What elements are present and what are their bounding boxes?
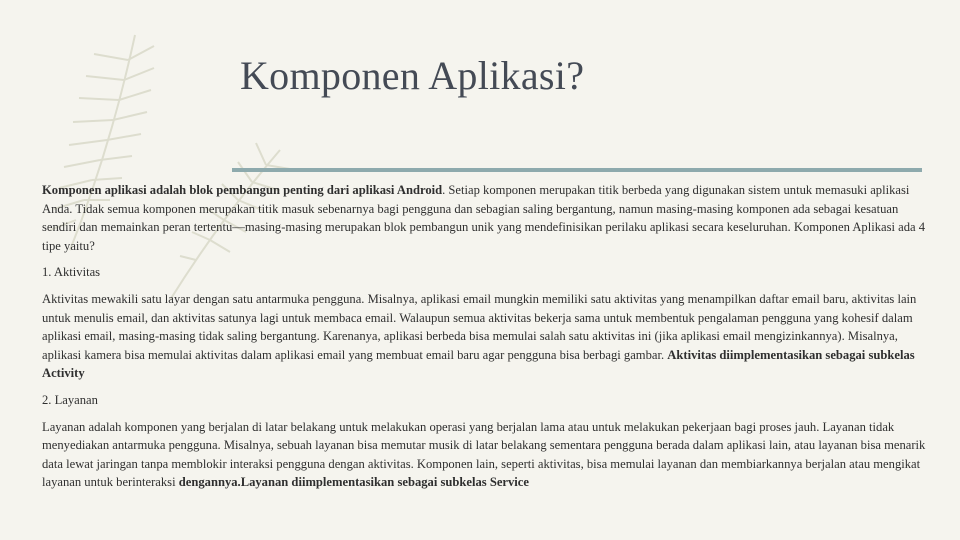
section-text-aktivitas <box>42 290 934 383</box>
aktivitas-text: Aktivitas mewakili satu layar dengan satu antarmuka pengguna. Misalnya, aplikasi email mungkin memiliki satu aktivitas yang menampilkan daftar email baru, aktivitas lain untuk menulis email, dan aktivitas satunya lagi untuk membaca email. Walaupun semua aktivitas bekerja sama untuk membentuk pengalaman pengguna yang kohesif dalam aplikasi email, masing-masing tidak saling bergantung. Karenanya, aplikasi berbeda bisa memulai salah satu aktivitas ini (jika aplikasi email mengizinkannya). Misalnya, aplikasi kamera bisa memulai aktivitas dalam aplikasi email yang membuat email baru agar pengguna bisa berbagi gambar. <box>42 291 917 362</box>
layanan-bold-tail: dengannya.Layanan diimplementasikan sebagai subkelas Service <box>178 475 529 490</box>
title-divider <box>232 168 922 172</box>
section-heading-layanan: 2. Layanan <box>42 392 98 407</box>
intro-paragraph <box>42 181 934 255</box>
slide-body <box>42 181 934 500</box>
intro-text: . Setiap komponen merupakan titik berbeda yang digunakan sistem untuk memasuki aplikasi Anda. Tidak semua komponen merupakan titik masuk sebenarnya bagi pengguna dan sebagian saling bergantung, namun masing-masing komponen ada sebagai kesatuan sendiri dan memainkan peran tertentu—masing-masing merupakan blok pembangun unik yang mendefinisikan perilaku aplikasi secara keseluruhan. Komponen Aplikasi ada 4 tipe yaitu? <box>42 183 926 253</box>
aktivitas-bold-tail: Aktivitas diimplementasikan sebagai subkelas Activity <box>42 347 915 381</box>
section-heading-aktivitas: 1. Aktivitas <box>42 265 101 280</box>
slide-title: Komponen Aplikasi? <box>240 53 585 98</box>
section-text-layanan <box>42 418 934 492</box>
layanan-text: Layanan adalah komponen yang berjalan di latar belakang untuk melakukan operasi yang berjalan lama atau untuk melakukan pekerjaan bagi proses jauh. Layanan tidak menyediakan antarmuka pengguna. Misalnya, sebuah layanan bisa memutar musik di latar belakang sementara pengguna berada dalam aplikasi lain, atau layanan bisa menarik data lewat jaringan tanpa memblokir interaksi pengguna dengan aktivitas. Komponen lain, seperti aktivitas, bisa memulai layanan dan membiarkannya berjalan atau mengikat layanan untuk berinteraksi <box>42 419 926 490</box>
intro-bold: Komponen aplikasi adalah blok pembangun penting dari aplikasi Android <box>42 183 443 197</box>
